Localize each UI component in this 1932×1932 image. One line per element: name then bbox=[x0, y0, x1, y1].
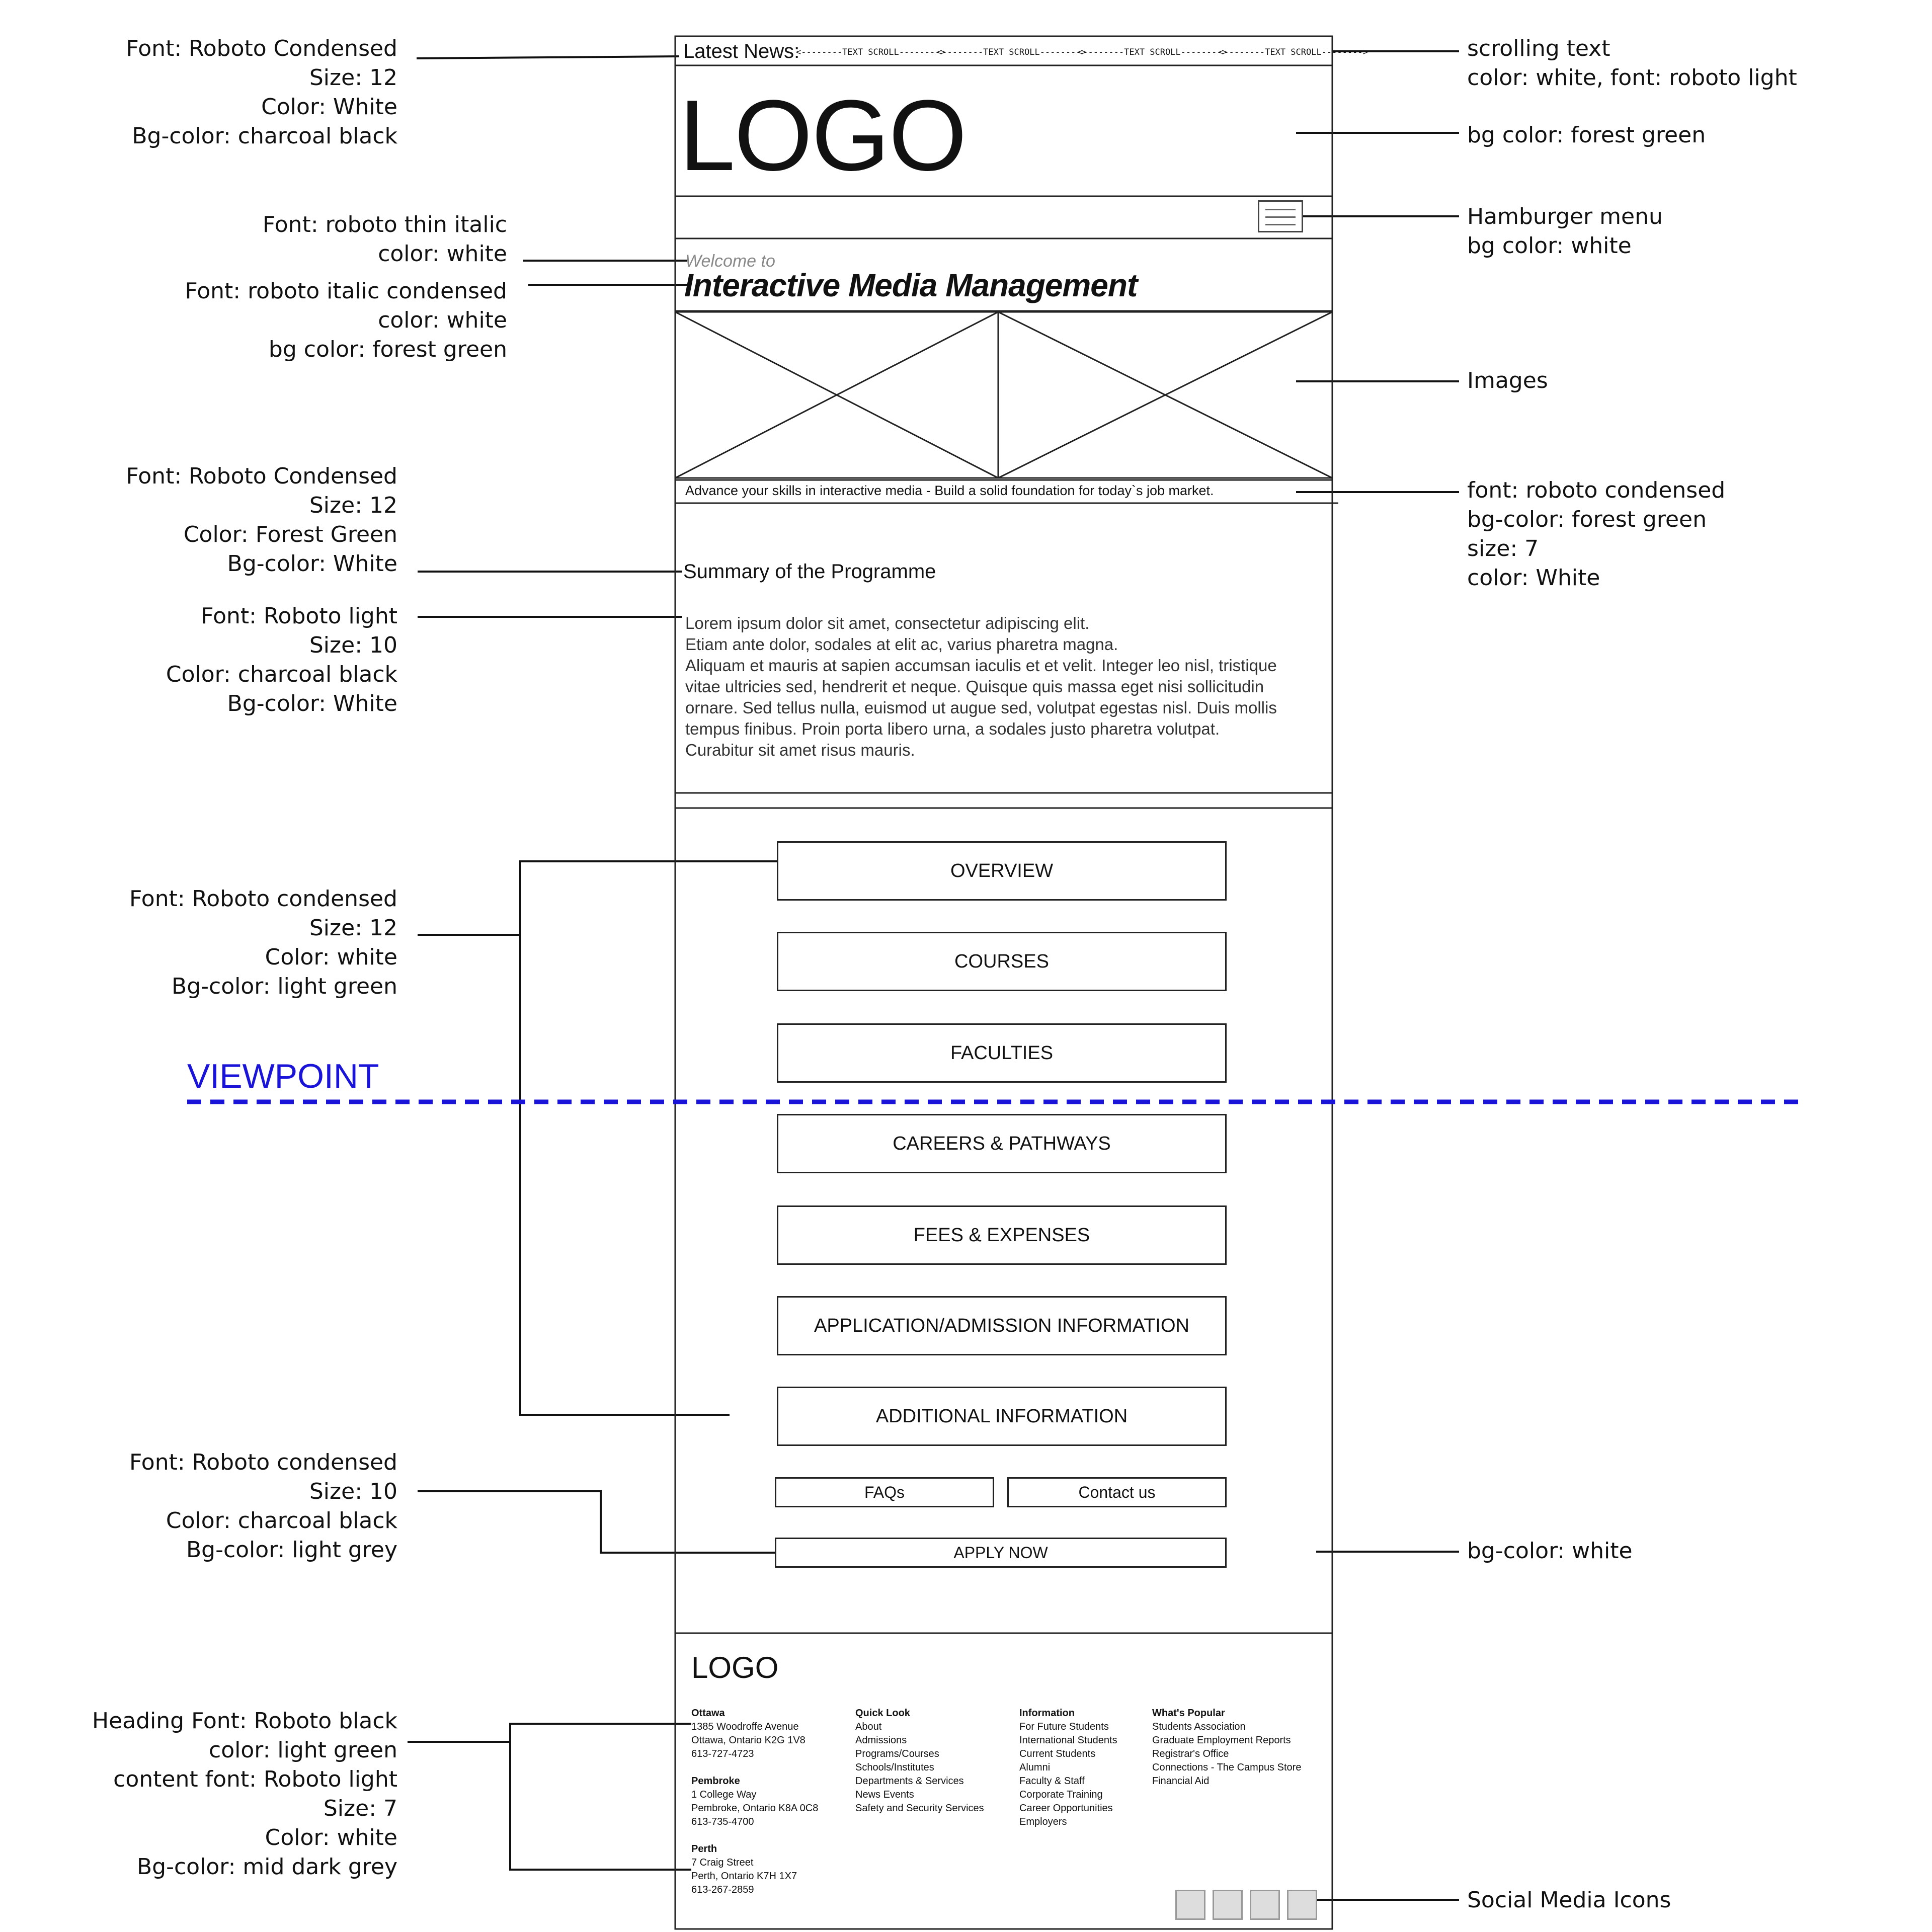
annotation-welcome: Font: roboto thin italic color: white bbox=[263, 212, 507, 267]
footer-link[interactable]: Current Students bbox=[1019, 1748, 1096, 1759]
footer-whats-popular: What's Popular Students Association Graduate Employment Reports Registrar's Office Connections - The Campus Store Financial Aid bbox=[1152, 1707, 1301, 1788]
annotation-bodytext: Font: Roboto light Size: 10 Color: charcoal black Bg-color: White bbox=[166, 603, 397, 716]
footer-link[interactable]: Schools/Institutes bbox=[855, 1762, 934, 1773]
careers-button[interactable]: CAREERS & PATHWAYS bbox=[777, 1114, 1227, 1173]
social-icon-4[interactable] bbox=[1287, 1890, 1317, 1920]
additional-info-button[interactable]: ADDITIONAL INFORMATION bbox=[777, 1387, 1227, 1446]
footer-link[interactable]: For Future Students bbox=[1019, 1721, 1109, 1732]
footer-quick-look: Quick Look About Admissions Programs/Courses Schools/Institutes Departments & Services News Events Safety and Security Services bbox=[855, 1707, 984, 1815]
leader-news bbox=[417, 56, 679, 58]
hamburger-menu-icon[interactable] bbox=[1258, 200, 1303, 232]
annotation-news: Font: Roboto Condensed Size: 12 Color: White Bg-color: charcoal black bbox=[126, 36, 397, 149]
viewpoint-label: VIEWPOINT bbox=[187, 1057, 379, 1095]
welcome-text: Welcome to bbox=[685, 252, 775, 271]
contact-button[interactable]: Contact us bbox=[1007, 1477, 1227, 1507]
footer-link[interactable]: Safety and Security Services bbox=[855, 1803, 984, 1814]
footer-link[interactable]: Registrar's Office bbox=[1152, 1748, 1229, 1759]
footer-locations: Ottawa 1385 Woodroffe Avenue Ottawa, Ontario K2G 1V8 613-727-4723 Pembroke 1 College Way Pembroke, Ontario K8A 0C8 613-735-4700 Perth 7 Craig Street Perth, Ontario K7H 1X7 613-267-2859 bbox=[691, 1708, 819, 1895]
leader-footer-bracket bbox=[510, 1724, 691, 1870]
fees-button[interactable]: FEES & EXPENSES bbox=[777, 1205, 1227, 1265]
annotation-buttons: Font: Roboto condensed Size: 12 Color: white Bg-color: light green bbox=[129, 886, 397, 999]
scroll-text-3: <--------TEXT SCROLL--------> bbox=[1078, 47, 1227, 57]
footer-information: Information For Future Students International Students Current Students Alumni Faculty & Staff Corporate Training Career Opportunities Employers bbox=[1019, 1707, 1117, 1829]
courses-button[interactable]: COURSES bbox=[777, 932, 1227, 991]
annotation-tagline: font: roboto condensed bg-color: forest green size: 7 color: White bbox=[1467, 477, 1726, 591]
footer-link[interactable]: Students Association bbox=[1152, 1721, 1246, 1732]
annotation-footer: Heading Font: Roboto black color: light green content font: Roboto light Size: 7 Color: white Bg-color: mid dark grey bbox=[92, 1708, 397, 1880]
social-icon-3[interactable] bbox=[1250, 1890, 1280, 1920]
annotation-images: Images bbox=[1467, 368, 1548, 393]
footer-link[interactable]: Corporate Training bbox=[1019, 1789, 1103, 1800]
annotation-logo: bg color: forest green bbox=[1467, 122, 1706, 148]
leader-smallbtns bbox=[418, 1491, 808, 1553]
footer-link[interactable]: Admissions bbox=[855, 1735, 907, 1746]
footer-link[interactable]: Faculty & Staff bbox=[1019, 1776, 1085, 1787]
footer-link[interactable]: Financial Aid bbox=[1152, 1776, 1210, 1787]
footer-link[interactable]: Graduate Employment Reports bbox=[1152, 1735, 1291, 1746]
footer-link[interactable]: Career Opportunities bbox=[1019, 1803, 1113, 1814]
social-icon-2[interactable] bbox=[1213, 1890, 1243, 1920]
annotation-title: Font: roboto italic condensed color: white bg color: forest green bbox=[185, 278, 507, 362]
annotation-smallbtns: Font: Roboto condensed Size: 10 Color: charcoal black Bg-color: light grey bbox=[129, 1450, 397, 1563]
admission-button[interactable]: APPLICATION/ADMISSION INFORMATION bbox=[777, 1296, 1227, 1355]
footer-link[interactable]: Connections - The Campus Store bbox=[1152, 1762, 1302, 1773]
scroll-text-4: <--------TEXT SCROLL--------> bbox=[1219, 47, 1368, 57]
faqs-button[interactable]: FAQs bbox=[775, 1477, 994, 1507]
footer-logo[interactable]: LOGO bbox=[691, 1651, 779, 1684]
header-logo[interactable]: LOGO bbox=[679, 79, 966, 192]
scroll-text-2: <--------TEXT SCROLL--------> bbox=[937, 47, 1086, 57]
leader-buttons-bracket bbox=[520, 861, 788, 1415]
latest-news-label: Latest News: bbox=[683, 40, 800, 62]
footer-link[interactable]: News Events bbox=[855, 1789, 914, 1800]
annotation-scroll: scrolling text color: white, font: roboto light bbox=[1467, 36, 1797, 91]
footer-link[interactable]: Programs/Courses bbox=[855, 1748, 939, 1759]
annotation-social: Social Media Icons bbox=[1467, 1887, 1671, 1913]
tagline: Advance your skills in interactive media - Build a solid foundation for today`s job market. bbox=[685, 483, 1214, 498]
annotation-hamburger: Hamburger menu bg color: white bbox=[1467, 204, 1663, 259]
program-title: Interactive Media Management bbox=[684, 267, 1138, 303]
overview-button[interactable]: OVERVIEW bbox=[777, 841, 1227, 901]
social-icon-1[interactable] bbox=[1175, 1890, 1205, 1920]
footer-link[interactable]: Employers bbox=[1019, 1816, 1067, 1827]
scroll-text-1: <--------TEXT SCROLL--------> bbox=[796, 47, 945, 57]
footer-link[interactable]: International Students bbox=[1019, 1735, 1117, 1746]
annotation-bgwhite: bg-color: white bbox=[1467, 1538, 1633, 1564]
summary-heading: Summary of the Programme bbox=[683, 560, 936, 583]
summary-body: Lorem ipsum dolor sit amet, consectetur adipiscing elit. Etiam ante dolor, sodales at elit ac, varius pharetra magna. Aliquam et mauris at sapien accumsan iaculis et et velit. Integer leo nisl, tristique vitae ultricies sed, hendrerit et neque. Quisque quis massa eget nisi sollicitudin ornare. Sed tellus nulla, euismod ut augue sed, volutpat egestas nisl. Duis mollis tempus finibus. Proin porta libero urna, a sodales justo pharetra volutpat. Curabitur sit amet risus mauris. bbox=[685, 614, 1277, 759]
apply-now-button[interactable]: APPLY NOW bbox=[775, 1538, 1227, 1568]
footer-link[interactable]: Departments & Services bbox=[855, 1776, 964, 1787]
faculties-button[interactable]: FACULTIES bbox=[777, 1023, 1227, 1083]
footer-link[interactable]: About bbox=[855, 1721, 882, 1732]
annotation-summary: Font: Roboto Condensed Size: 12 Color: Forest Green Bg-color: White bbox=[126, 463, 397, 577]
footer-link[interactable]: Alumni bbox=[1019, 1762, 1051, 1773]
